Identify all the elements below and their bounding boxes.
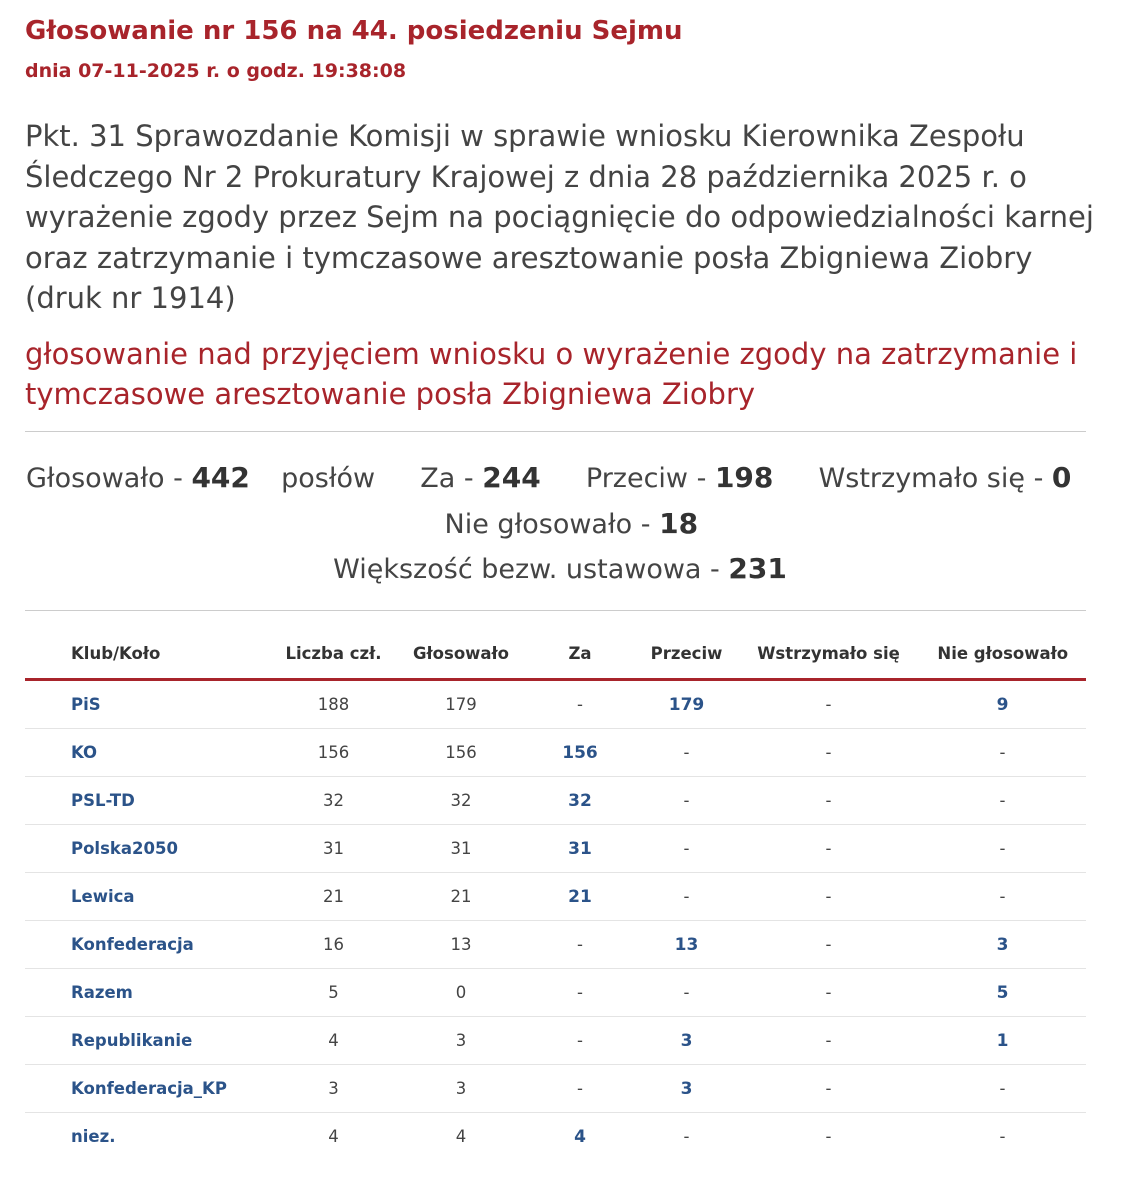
table-row — [25, 1113, 1086, 1161]
header-for[interactable]: Za — [525, 628, 635, 680]
abstained-label: Wstrzymało się - — [818, 463, 1044, 494]
cell-members: 16 — [270, 921, 397, 969]
cell-not-voted-link[interactable]: 3 — [919, 921, 1086, 969]
club-link[interactable]: PSL-TD — [25, 777, 270, 825]
vote-summary — [25, 456, 1095, 593]
cell-not-voted-link[interactable]: 1 — [919, 1017, 1086, 1065]
cell-members: 4 — [270, 1017, 397, 1065]
table-row — [25, 729, 1086, 777]
cell-against: - — [683, 1127, 690, 1146]
against-value: 198 — [714, 461, 774, 494]
cell-members: 5 — [270, 969, 397, 1017]
not-voted-value: 18 — [659, 506, 699, 540]
cell-members: 32 — [270, 777, 397, 825]
cell-not-voted: - — [919, 729, 1086, 777]
cell-voted: 13 — [397, 921, 525, 969]
cell-abstained: - — [738, 921, 919, 969]
table-row — [25, 921, 1086, 969]
vote-date: dnia 07-11-2025 r. o godz. 19:38:08 — [25, 60, 407, 82]
cell-not-voted-link[interactable]: 9 — [919, 680, 1086, 729]
club-link[interactable]: Razem — [25, 969, 270, 1017]
majority-label: Większość bezw. ustawowa - — [333, 554, 720, 585]
cell-not-voted-link[interactable]: 5 — [919, 969, 1086, 1017]
vote-subject: Pkt. 31 Sprawozdanie Komisji w sprawie wniosku Kierownika Zespołu Śledczego Nr 2 Prokuratury Krajowej z dnia 28 października 2025 r. o wyrażenie zgody przez Sejm na pociągnięcie do odpowiedzialności karnej oraz zatrzymanie i tymczasowe aresztowanie posła Zbigniewa Ziobry (druk nr 1914) — [25, 119, 1094, 315]
club-link[interactable]: Lewica — [25, 873, 270, 921]
for-value: 244 — [482, 461, 541, 494]
voted-value: 442 — [191, 461, 250, 494]
cell-abstained: - — [738, 729, 919, 777]
page-title: Głosowanie nr 156 na 44. posiedzeniu Sejmu — [25, 16, 683, 46]
cell-abstained: - — [738, 777, 919, 825]
for-label: Za - — [420, 463, 474, 494]
against-label: Przeciw - — [585, 463, 707, 494]
cell-abstained: - — [738, 969, 919, 1017]
club-link[interactable]: PiS — [25, 680, 270, 729]
cell-members: 188 — [270, 680, 397, 729]
cell-against: - — [635, 873, 738, 921]
cell-against: - — [635, 729, 738, 777]
header-club[interactable]: Klub/Koło — [25, 628, 270, 680]
cell-against-link[interactable]: 3 — [635, 1065, 738, 1113]
cell-abstained: - — [738, 825, 919, 873]
club-link[interactable]: Republikanie — [25, 1017, 270, 1065]
cell-members: 31 — [270, 825, 397, 873]
cell-for-link[interactable]: 156 — [525, 729, 635, 777]
header-against[interactable]: Przeciw — [635, 628, 738, 680]
cell-against: - — [635, 969, 738, 1017]
cell-voted: 156 — [397, 729, 525, 777]
cell-for: - — [525, 1017, 635, 1065]
table-row — [25, 969, 1086, 1017]
cell-voted: 3 — [397, 1017, 525, 1065]
not-voted-label: Nie głosowało - — [444, 508, 651, 540]
cell-abstained: - — [825, 1127, 832, 1146]
results-table — [25, 628, 1086, 1160]
cell-abstained: - — [738, 1017, 919, 1065]
cell-for-link[interactable]: 21 — [525, 873, 635, 921]
cell-not-voted: - — [999, 1127, 1006, 1146]
cell-against: - — [635, 777, 738, 825]
table-header-row — [25, 628, 1086, 680]
cell-voted: 3 — [397, 1065, 525, 1113]
cell-for-link[interactable]: 4 — [574, 1126, 586, 1147]
club-link[interactable]: niez. — [71, 1127, 116, 1146]
table-row — [25, 873, 1086, 921]
header-not-voted[interactable]: Nie głosowało — [919, 628, 1086, 680]
majority-value: 231 — [728, 552, 787, 585]
cell-against-link[interactable]: 13 — [635, 921, 738, 969]
cell-for-link[interactable]: 32 — [525, 777, 635, 825]
cell-voted: 21 — [397, 873, 525, 921]
table-row — [25, 777, 1086, 825]
table-row — [25, 1065, 1086, 1113]
cell-for: - — [525, 680, 635, 729]
cell-against-link[interactable]: 179 — [635, 680, 738, 729]
cell-against: - — [635, 825, 738, 873]
cell-for-link[interactable]: 31 — [525, 825, 635, 873]
cell-abstained: - — [738, 680, 919, 729]
vote-question: głosowanie nad przyjęciem wniosku o wyrażenie zgody na zatrzymanie i tymczasowe aresztowanie posła Zbigniewa Ziobry — [25, 337, 1078, 411]
cell-not-voted: - — [919, 1065, 1086, 1113]
cell-voted: 32 — [397, 777, 525, 825]
cell-not-voted: - — [919, 825, 1086, 873]
cell-for: - — [525, 969, 635, 1017]
voted-label: Głosowało - — [26, 463, 183, 494]
cell-against-link[interactable]: 3 — [635, 1017, 738, 1065]
cell-not-voted: - — [919, 777, 1086, 825]
club-link[interactable]: Konfederacja — [25, 921, 270, 969]
cell-voted: 31 — [397, 825, 525, 873]
cell-for: - — [525, 1065, 635, 1113]
cell-voted: 0 — [397, 969, 525, 1017]
cell-members: 4 — [328, 1127, 339, 1146]
abstained-value: 0 — [1051, 461, 1072, 494]
table-row — [25, 1017, 1086, 1065]
cell-members: 3 — [270, 1065, 397, 1113]
header-abstained[interactable]: Wstrzymało się — [738, 628, 919, 680]
divider — [25, 431, 1086, 432]
cell-voted: 4 — [455, 1127, 467, 1146]
cell-for: - — [525, 921, 635, 969]
cell-voted: 179 — [397, 680, 525, 729]
cell-members: 156 — [270, 729, 397, 777]
cell-abstained: - — [738, 873, 919, 921]
club-link[interactable]: KO — [25, 729, 270, 777]
header-voted[interactable]: Głosowało — [397, 628, 525, 680]
header-members[interactable]: Liczba czł. — [270, 628, 397, 680]
club-link[interactable]: Konfederacja_KP — [25, 1065, 270, 1113]
cell-abstained: - — [738, 1065, 919, 1113]
table-row — [25, 825, 1086, 873]
cell-members: 21 — [270, 873, 397, 921]
club-link[interactable]: Polska2050 — [25, 825, 270, 873]
divider — [25, 610, 1086, 611]
voted-unit: posłów — [281, 463, 376, 494]
cell-not-voted: - — [919, 873, 1086, 921]
table-row — [25, 680, 1086, 729]
